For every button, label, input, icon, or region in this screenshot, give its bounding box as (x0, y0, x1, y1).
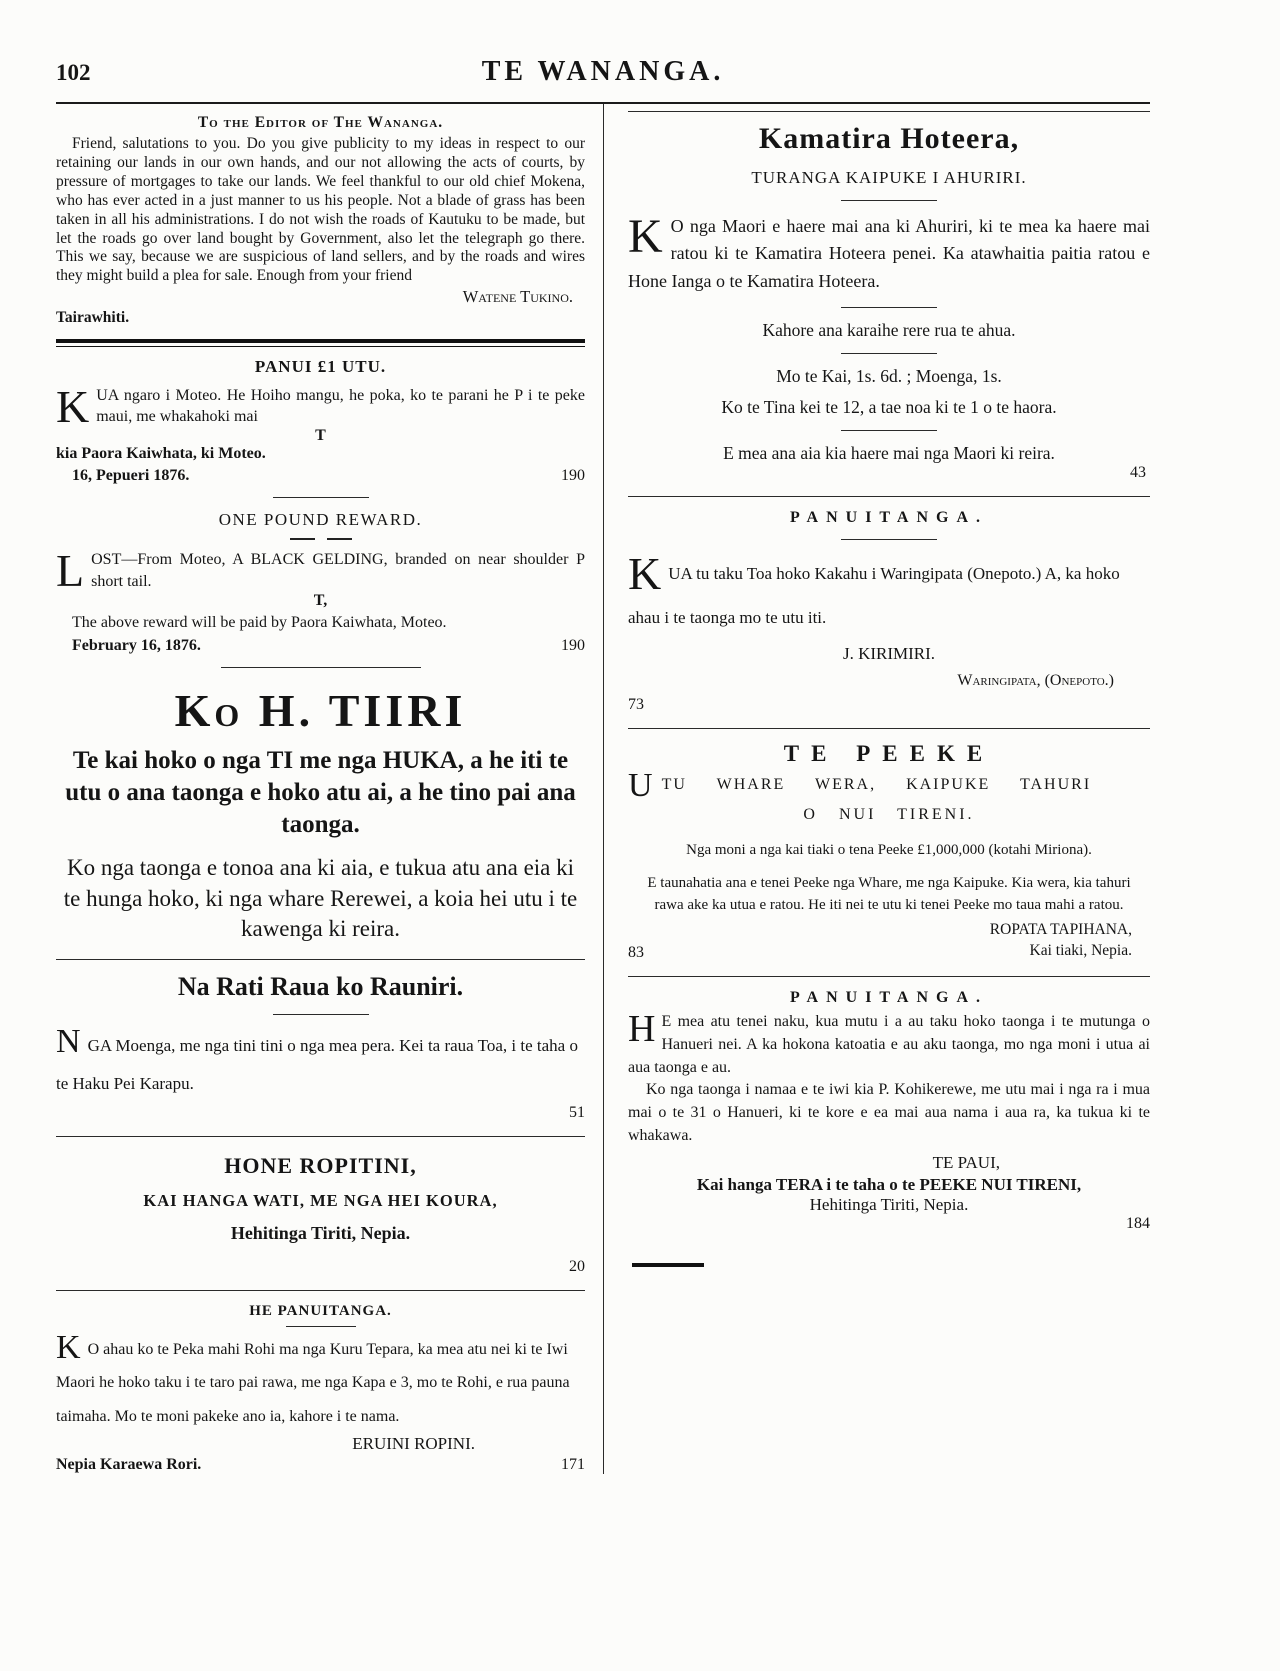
peeke-body: E taunahatia ana e tenei Peeke nga Whare, me nga Kaipuke. Kia wera, kia tahuri rawa ake ka utua e ratou. He iti nei te utu ki tenei Peeke mo taua mahi a ratou. (647, 875, 1131, 913)
panuitanga2-dropcap: H (628, 1008, 656, 1051)
tiiri-partners: Na Rati Raua ko Rauniri. (177, 972, 464, 1002)
masthead-title: TE WANANGA. (481, 56, 725, 87)
panui-body-text: UA ngaro i Moteo. He Hoiho mangu, he poka, ko te parani he P i te peke maui, me whakahoki mai (96, 387, 585, 426)
peeke-ref: 83 (628, 944, 644, 962)
panuitanga-paui (628, 989, 1150, 1233)
peeke-footer-row (628, 919, 1150, 962)
page-header (56, 56, 1150, 98)
peka-body-text: O ahau ko te Peka mahi Rohi ma nga Kuru Tepara, ka mea atu nei ki te Iwi Maori he hoko taku i te taro pai rawa, me nga Kapa e 3, mo te Rohi, e rua pauna taimaha. Mo te moni pakeke ano ia, kahore i te nama. (56, 1340, 570, 1425)
section-divider (628, 728, 1150, 729)
panuitanga2-body2: Ko nga taonga i namaa e te iwi kia P. Kohikerewe, me utu mai i nga ra i mua mai o te 31 o Hanueri, ki te kore e ea mai aua nama i aua ra, ka tukua ki te whakawa. (628, 1081, 1150, 1144)
section-divider (56, 1136, 585, 1137)
hoteera-dinner: Ko te Tina kei te 12, a tae noa ki te 1 o te haora. (721, 397, 1057, 418)
panuitanga1-heading: PANUITANGA. (789, 509, 989, 527)
hoteera-line1: Kahore ana karaihe rere rua te ahua. (762, 320, 1016, 341)
reward-body2: The above reward will be paid by Paora Kaiwhata, Moteo. (72, 613, 447, 631)
panui-date: 16, Pepueri 1876. (72, 467, 190, 485)
section-divider (628, 976, 1150, 977)
hoteera-body-text: O nga Maori e haere mai ana ki Ahuriri, ki te mea ka haere mai ratou ki te Kamatira Hoteera penei. Ka atawhaitia paitia ratou e Hone Ianga o te Kamatira Hoteera. (628, 216, 1150, 291)
section-divider (56, 1290, 585, 1291)
paui-line1: Kai hanga TERA i te taha o te PEEKE NUI TIRENI, (696, 1175, 1082, 1195)
panui-heading: PANUI £1 UTU. (254, 357, 387, 377)
panui-dropcap: K (56, 381, 90, 433)
peeke-signature-block (990, 919, 1150, 962)
panuitanga1-body (628, 548, 1150, 640)
section-divider (841, 200, 937, 201)
panui-date-row (56, 467, 585, 485)
panuitanga1-dropcap: K (628, 548, 662, 600)
column-end-bar (632, 1263, 704, 1267)
ropitini-ref: 20 (569, 1257, 585, 1275)
section-divider (841, 353, 937, 354)
panuitanga1-body-text: UA tu taku Toa hoko Kakahu i Waringipata (Onepoto.) A, ka hoko ahau i te taonga mo te utu iti. (628, 564, 1120, 628)
brand-mark: T (315, 427, 326, 445)
kirimiri-place: Waringipata, (Onepoto.) (957, 672, 1114, 690)
section-divider (273, 497, 369, 498)
section-divider (841, 430, 937, 431)
peeke-subtitle (628, 767, 1150, 805)
reward-date: February 16, 1876. (72, 636, 201, 654)
paui-signature: TE PAUI, (932, 1153, 1000, 1173)
peeke-capital: Nga moni a nga kai tiaki o tena Peeke £1,000,000 (kotahi Miriona). (686, 842, 1092, 859)
panui-body (56, 381, 585, 433)
right-column (603, 104, 1150, 1474)
tapihana-role: Kai tiaki, Nepia. (1029, 942, 1132, 960)
reward-body-text: OST—From Moteo, A BLACK GELDING, branded on near shoulder P short tail. (91, 551, 585, 590)
hoteera-ref: 43 (1130, 464, 1146, 482)
peeke-title: TE PEEKE (783, 741, 995, 767)
panuitanga2-body-text: E mea atu tenei naku, kua mutu i a au taku hoko taonga i te mutunga o Hanueri nei. A ka hokona katoatia e au aku taonga, mo nga moni i utua ai aua taonga e au. (628, 1013, 1150, 1076)
moenga-body-text: GA Moenga, me nga tini tini o nga mea pera. Kei ta raua Toa, i te taha o te Haku Pei Karapu. (56, 1036, 578, 1094)
hoteera-advert (628, 122, 1150, 482)
kirimiri-signature: J. KIRIMIRI. (842, 644, 936, 664)
panuitanga2-heading: PANUITANGA. (789, 989, 989, 1007)
panuitanga2-body (628, 1008, 1150, 1079)
peeke-advert (628, 741, 1150, 962)
hoteera-body (628, 210, 1150, 295)
peeke-subtitle2: O NUI TIRENI. (803, 806, 975, 824)
section-divider (628, 496, 1150, 497)
panui-reward-notice (56, 357, 585, 485)
section-divider (841, 539, 937, 540)
tiiri-paragraph: Ko nga taonga e tonoa ana ki aia, e tukua atu ana eia ki te hunga hoko, ki nga whare Rerewei, a koia hei utu i te kawenga ki reira. (63, 854, 578, 942)
ropitini-name: HONE ROPITINI, (224, 1152, 417, 1178)
letter-byline: Tairawhiti. (56, 309, 130, 327)
moenga-ref: 51 (569, 1103, 585, 1121)
double-rule (56, 339, 585, 347)
page-columns (56, 104, 1150, 1474)
panui-ref: 190 (561, 467, 585, 485)
moenga-dropcap: N (56, 1023, 81, 1061)
page-number: 102 (56, 60, 91, 85)
section-divider (286, 1326, 356, 1327)
letter-body: Friend, salutations to you. Do you give publicity to my ideas in respect to our retaining our lands in our own hands, and our not allowing the acts of courts, by pressure of mortgages to take our lands. We feel thankful to our old chief Mokena, who has ever acted in a just manner to us his people. Not a blade of grass has been taken in all his administrations. I do not wish the roads of Kautuku to be made, but let the roads go over land bought by Government, also let the telegraph go there. This we say, because we are suspicious of land sellers, and by the roads and wires they might build a plea for sale. Enough from your friend (56, 135, 585, 285)
section-divider (56, 959, 585, 960)
reward-ref: 190 (561, 636, 585, 654)
panui-body2: kia Paora Kaiwhata, ki Moteo. (56, 445, 266, 463)
moenga-body (56, 1023, 585, 1104)
brand-mark-2: T, (313, 591, 328, 609)
peka-dropcap: K (56, 1328, 81, 1366)
hoteera-prices: Mo te Kai, 1s. 6d. ; Moenga, 1s. (776, 366, 1002, 387)
letter-heading: To the Editor of The Wananga. (197, 114, 444, 131)
tiiri-subtitle: Te kai hoko o nga TI me nga HUKA, a he iti te utu o ana taonga e hoko atu ai, a he tino pai ana taonga. (65, 746, 576, 838)
section-divider (273, 1014, 369, 1015)
paui-line2: Hehitinga Tiriti, Nepia. (809, 1195, 969, 1215)
letter-signature: Watene Tukino. (462, 287, 573, 307)
reward-dropcap: L (56, 545, 85, 597)
peka-signature: ERUINI ROPINI. (352, 1433, 475, 1453)
reward-heading: ONE POUND REWARD. (218, 510, 423, 530)
reward-body (56, 545, 585, 597)
ropitini-advert (56, 1153, 585, 1276)
reward-date-row (56, 637, 585, 655)
tiiri-advert (56, 684, 585, 1122)
peeke-dropcap: U (628, 767, 655, 805)
tiiri-title: Ko H. TIIRI (174, 684, 467, 736)
peeke-subtitle-text: TU WHARE WERA, KAIPUKE TAHURI (661, 776, 1092, 794)
peka-body (56, 1328, 585, 1434)
hoteera-title: Kamatira Hoteera, (758, 122, 1020, 155)
hoteera-dropcap: K (628, 210, 663, 263)
letter-to-editor (56, 114, 585, 327)
tapihana-name: ROPATA TAPIHANA, (989, 920, 1132, 938)
hoteera-subtitle: TURANGA KAIPUKE I AHURIRI. (751, 168, 1027, 187)
panuitanga-kirimiri (628, 509, 1150, 714)
peka-footer-row (56, 1456, 585, 1474)
ropitini-address: Hehitinga Tiriti, Nepia. (230, 1222, 411, 1243)
dash-ornament (290, 538, 352, 540)
hoteera-invite: E mea ana aia kia haere mai nga Maori ki reira. (723, 443, 1055, 464)
peka-notice (56, 1303, 585, 1474)
ropitini-trade: KAI HANGA WATI, ME NGA HEI KOURA, (143, 1190, 498, 1210)
column-top-rule (628, 111, 1150, 112)
panuitanga2-ref: 184 (1126, 1215, 1150, 1233)
one-pound-reward-notice (56, 510, 585, 654)
section-divider (841, 307, 937, 308)
left-column (56, 104, 603, 1474)
peka-heading: HE PANUITANGA. (249, 1302, 392, 1319)
peka-ref: 171 (561, 1455, 585, 1473)
panuitanga1-ref: 73 (628, 696, 644, 714)
peka-address: Nepia Karaewa Rori. (56, 1455, 202, 1473)
section-divider (221, 667, 421, 668)
